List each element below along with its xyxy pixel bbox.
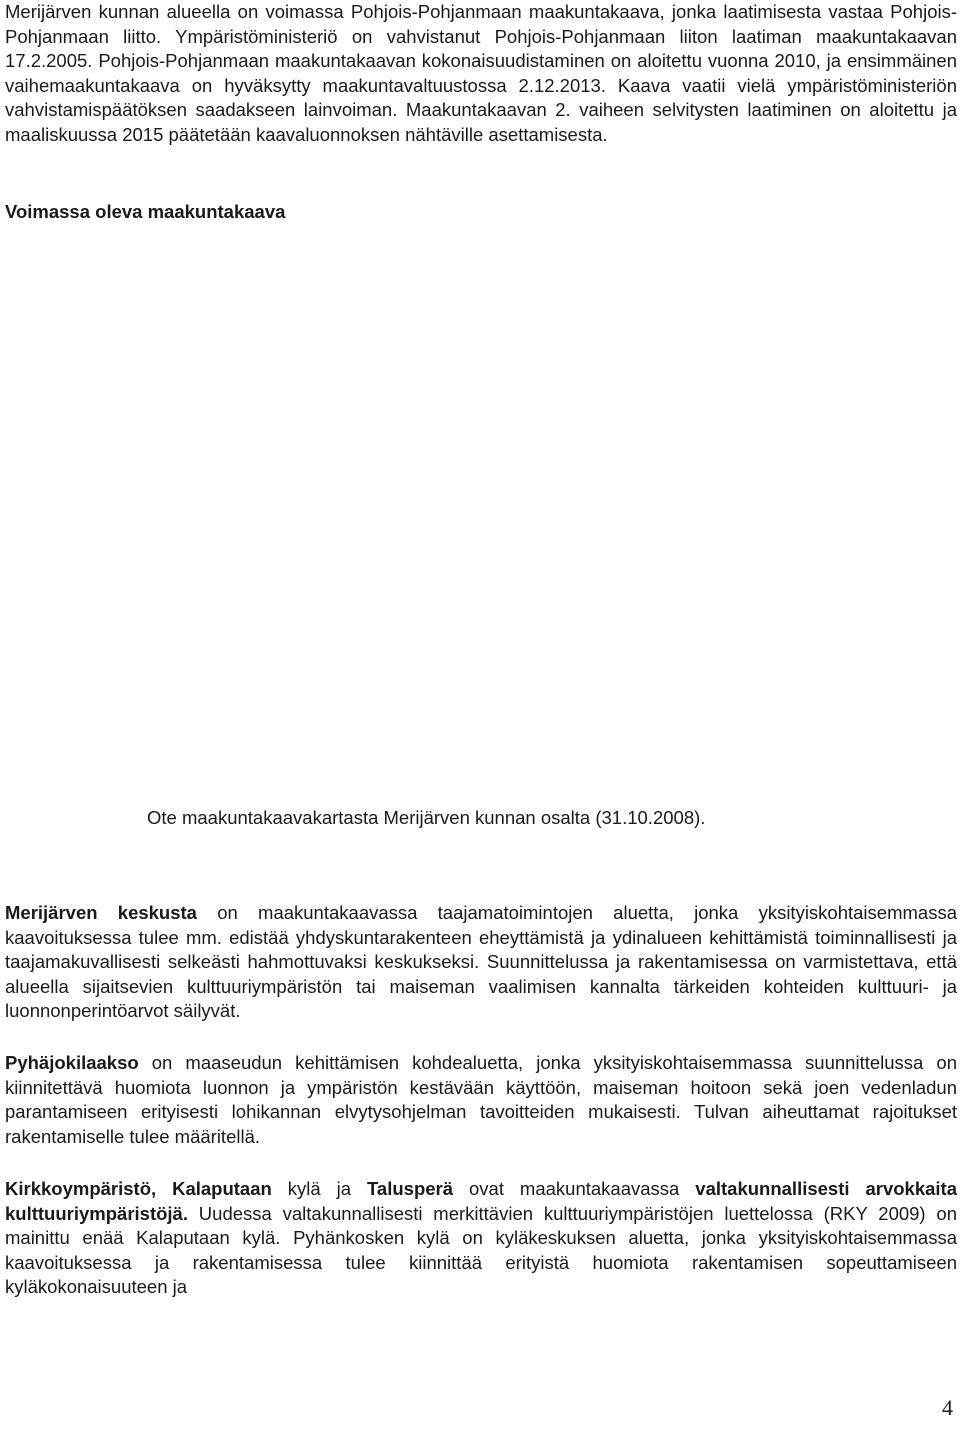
kulttuuri-bold-2: Talusperä — [367, 1178, 454, 1199]
document-page — [5, 0, 957, 1432]
kulttuuri-bold-1: Kirkkoympäristö, Kalaputaan — [5, 1178, 272, 1199]
kulttuuri-text-2: ovat maakuntakaavassa — [453, 1178, 696, 1199]
pyhajokilaakso-paragraph — [5, 1051, 957, 1149]
map-caption: Ote maakuntakaavakartasta Merijärven kunnan osalta (31.10.2008). — [147, 807, 706, 828]
keskusta-paragraph — [5, 901, 957, 1024]
map-image-area — [5, 236, 957, 796]
page-number: 4 — [942, 1395, 953, 1420]
kulttuuri-bold-3: valtakunnallisesti arvokkaita kulttuuriympäristöjä. — [5, 1178, 958, 1224]
pyhajokilaakso-text: on maaseudun kehittämisen kohdealuetta, jonka yksityiskohtaisemmassa suunnittelussa on kiinnitettävä huomiota luonnon ja ympäristön kestävään käyttöön, maiseman hoitoon sekä joen vedenladun parantamiseen erityisesti lohikannan elvytysohjelman tavoitteiden mukaisesti. Tulvan aiheuttamat rajoitukset rakentamiselle tulee määritellä. — [5, 1052, 957, 1147]
kulttuuri-text-3: Uudessa valtakunnallisesti merkittävien kulttuuriympäristöjen luettelossa (RKY 2009) on mainittu enää Kalaputaan kylä. Pyhänkosken kylä on kyläkeskuksen aluetta, jonka yksityiskohtaisemmassa kaavoituksessa ja rakentamisessa tulee kiinnittää erityistä huomiota rakentamisen sopeuttamiseen kyläkokonaisuuteen ja — [5, 1202, 957, 1298]
intro-paragraph: Merijärven kunnan alueella on voimassa Pohjois-Pohjanmaan maakuntakaava, jonka laatimisesta vastaa Pohjois-Pohjanmaan liitto. Ympäristöministeriö on vahvistanut Pohjois-Pohjanmaan liiton laatiman maakuntakaavan 17.2.2005. Pohjois-Pohjanmaan maakuntakaavan kokonaisuudistaminen on aloitettu vuonna 2010, ja ensimmäinen vaihemaakuntakaava on hyväksytty maakuntavaltuustossa 2.12.2013. Kaava vaatii vielä ympäristöministeriön vahvistamispäätöksen saadakseen lainvoiman. Maakuntakaavan 2. vaiheen selvitysten laatiminen on aloitettu ja maaliskuussa 2015 päätetään kaavaluonnoksen nähtäville asettamisesta. — [5, 1, 957, 145]
kulttuuri-text-1: kylä ja — [271, 1178, 367, 1199]
keskusta-text: on maakuntakaavassa taajamatoimintojen aluetta, jonka yksityiskohtaisemmassa kaavoituksessa tulee mm. edistää yhdyskuntarakenteen eheyttämistä ja ydinalueen kehittämistä toiminnallisesti ja taajamakuvallisesti selkeästi hahmottuvaksi keskukseksi. Suunnittelussa ja rakentamisessa on varmistettava, että alueella sijaitsevien kulttuuriympäristön tai maiseman vaalimisen kannalta tärkeiden kohteiden kulttuuri- ja luonnonperintöarvot säilyvät. — [5, 902, 957, 1022]
keskusta-bold-lead: Merijärven keskusta — [5, 902, 197, 923]
kulttuuri-paragraph — [5, 1177, 957, 1300]
pyhajokilaakso-bold-lead: Pyhäjokilaakso — [5, 1052, 139, 1073]
section-heading: Voimassa oleva maakuntakaava — [5, 201, 286, 222]
